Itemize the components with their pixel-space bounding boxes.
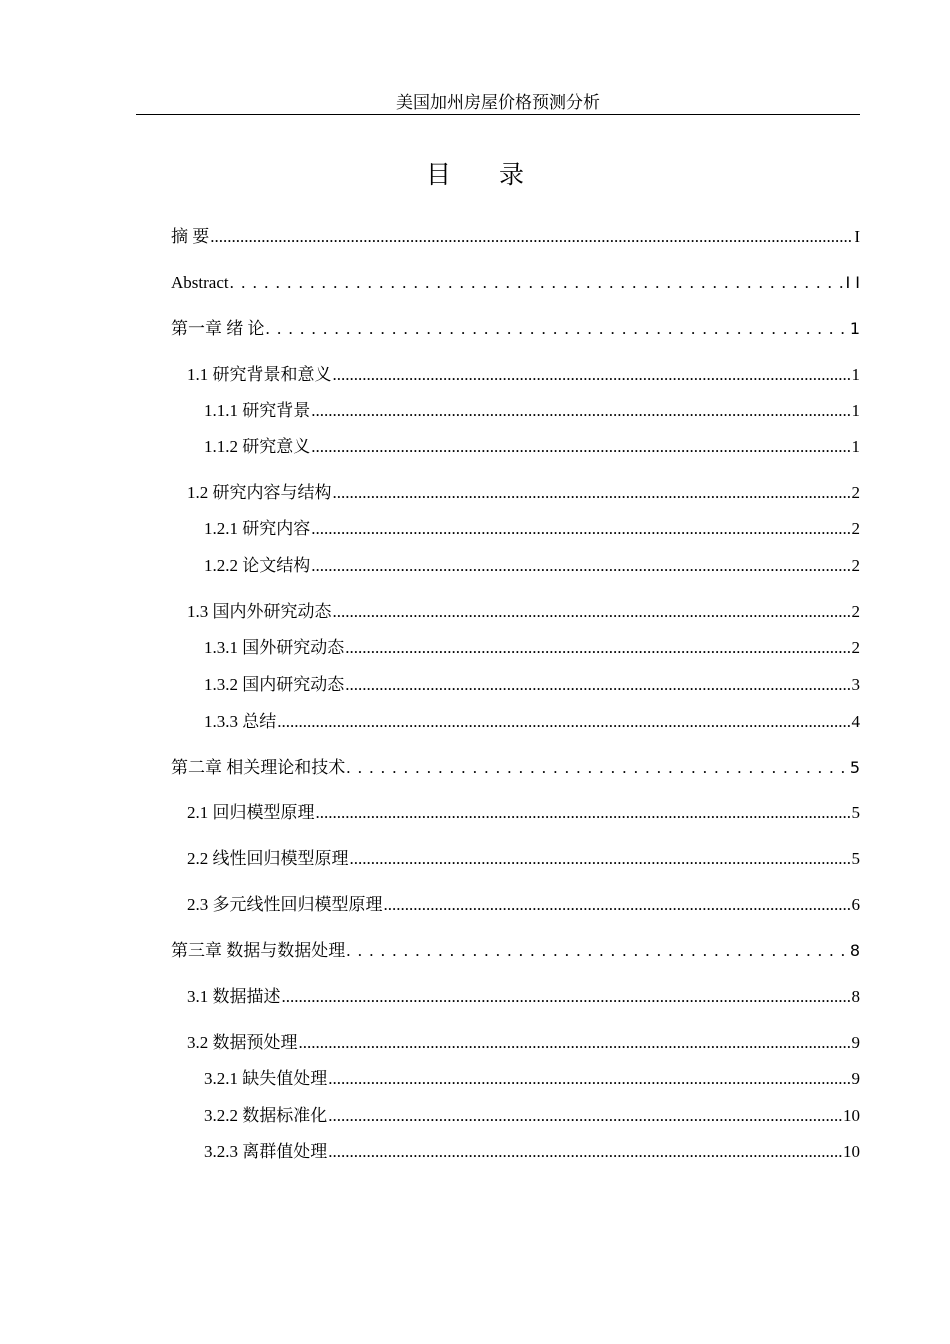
toc-dot-leader (328, 1141, 842, 1163)
toc-entry-page-number: 2 (851, 638, 860, 657)
toc-entry-label: 2.1 回归模型原理 (187, 803, 315, 822)
toc-entry[interactable] (204, 637, 860, 659)
toc-dot-leader (345, 637, 850, 659)
toc-dot-leader (333, 601, 851, 623)
toc-entry[interactable] (187, 482, 860, 504)
toc-dot-leader (311, 555, 850, 577)
toc-dot-leader (384, 894, 851, 916)
toc-entry-label: 1.3.1 国外研究动态 (204, 638, 345, 657)
toc-entry-label: Abstract (171, 273, 229, 292)
toc-entry-label: 摘 要 (171, 227, 210, 246)
toc-entry-label: 第一章 绪 论 (171, 319, 265, 338)
toc-dot-leader (277, 711, 850, 733)
toc-entry[interactable] (187, 601, 860, 623)
toc-entry[interactable] (204, 518, 860, 540)
toc-dot-leader (328, 1068, 850, 1090)
toc-entry[interactable] (171, 272, 860, 294)
toc-entry[interactable] (204, 436, 860, 458)
toc-entry-page-number: 10 (843, 1142, 860, 1161)
toc-dot-leader (350, 848, 851, 870)
toc-entry-label: 第三章 数据与数据处理 (171, 941, 346, 960)
toc-entry-label: 1.3 国内外研究动态 (187, 602, 332, 621)
toc-entry-page-number: 5 (851, 849, 860, 868)
toc-dot-leader (311, 436, 850, 458)
toc-entry-label: 3.2.2 数据标准化 (204, 1106, 328, 1125)
toc-entry-page-number: 5 (849, 758, 860, 777)
toc-entry-label: 3.2 数据预处理 (187, 1033, 298, 1052)
toc-entry-label: 3.2.1 缺失值处理 (204, 1069, 328, 1088)
toc-entry-page-number: 2 (851, 483, 860, 502)
toc-dot-leader (311, 400, 850, 422)
toc-entry-label: 1.2.1 研究内容 (204, 519, 311, 538)
toc-dot-leader (230, 272, 845, 294)
toc-entry-page-number: 8 (849, 941, 860, 960)
toc-dot-leader (333, 482, 851, 504)
toc-entry-label: 1.1 研究背景和意义 (187, 365, 332, 384)
running-header-title: 美国加州房屋价格预测分析 (396, 93, 600, 112)
toc-dot-leader (333, 364, 851, 386)
toc-entry-page-number: 1 (851, 365, 860, 384)
toc-entry-label: 1.2 研究内容与结构 (187, 483, 332, 502)
toc-entry-page-number: 6 (851, 895, 860, 914)
toc-entry-label: 1.2.2 论文结构 (204, 556, 311, 575)
toc-entry-page-number: 9 (851, 1069, 860, 1088)
toc-entry[interactable] (187, 848, 860, 870)
toc-entry[interactable] (187, 1032, 860, 1054)
toc-entry-label: 2.3 多元线性回归模型原理 (187, 895, 383, 914)
toc-entry-label: 3.2.3 离群值处理 (204, 1142, 328, 1161)
toc-entry[interactable] (204, 1105, 860, 1127)
toc-entry[interactable] (171, 226, 860, 248)
toc-dot-leader (346, 757, 849, 779)
toc-entry-label: 1.1.1 研究背景 (204, 401, 311, 420)
toc-dot-leader (210, 226, 853, 248)
toc-entry-page-number: 1 (851, 437, 860, 456)
toc-entry-page-number: 1 (851, 401, 860, 420)
toc-title: 目录 (425, 160, 572, 189)
toc-entry-page-number: 2 (851, 556, 860, 575)
toc-entry-label: 1.3.3 总结 (204, 712, 277, 731)
toc-entry-page-number: 10 (843, 1106, 860, 1125)
toc-entry[interactable] (171, 757, 860, 779)
toc-dot-leader (345, 674, 850, 696)
toc-entry[interactable] (187, 364, 860, 386)
toc-dot-leader (328, 1105, 842, 1127)
toc-entry[interactable] (171, 318, 860, 340)
toc-dot-leader (311, 518, 850, 540)
toc-entry-label: 1.3.2 国内研究动态 (204, 675, 345, 694)
toc-entry-page-number: 2 (851, 519, 860, 538)
toc-entry-label: 1.1.2 研究意义 (204, 437, 311, 456)
toc-dot-leader (346, 940, 849, 962)
toc-entry[interactable] (171, 940, 860, 962)
toc-entry-label: 2.2 线性回归模型原理 (187, 849, 349, 868)
toc-entry[interactable] (187, 894, 860, 916)
toc-entry[interactable] (204, 1068, 860, 1090)
toc-dot-leader (316, 802, 851, 824)
toc-entry[interactable] (204, 1141, 860, 1163)
toc-entry[interactable] (204, 711, 860, 733)
toc-entry-label: 3.1 数据描述 (187, 987, 281, 1006)
toc-entry-page-number: 1 (849, 319, 860, 338)
toc-entry-page-number: I (854, 227, 860, 246)
toc-entry-page-number: 3 (851, 675, 860, 694)
toc-entry[interactable] (187, 986, 860, 1008)
toc-entry-page-number: 4 (851, 712, 860, 731)
toc-entry-page-number: I I (845, 273, 860, 292)
toc-entry-label: 第二章 相关理论和技术 (171, 758, 346, 777)
toc-entry[interactable] (204, 400, 860, 422)
toc-dot-leader (282, 986, 851, 1008)
toc-entry[interactable] (204, 674, 860, 696)
toc-entry-page-number: 8 (851, 987, 860, 1006)
toc-entry-page-number: 9 (851, 1033, 860, 1052)
toc-entry[interactable] (204, 555, 860, 577)
toc-entry[interactable] (187, 802, 860, 824)
toc-dot-leader (299, 1032, 851, 1054)
running-header (136, 92, 860, 115)
toc-entry-page-number: 5 (851, 803, 860, 822)
toc-dot-leader (266, 318, 849, 340)
toc-entry-page-number: 2 (851, 602, 860, 621)
